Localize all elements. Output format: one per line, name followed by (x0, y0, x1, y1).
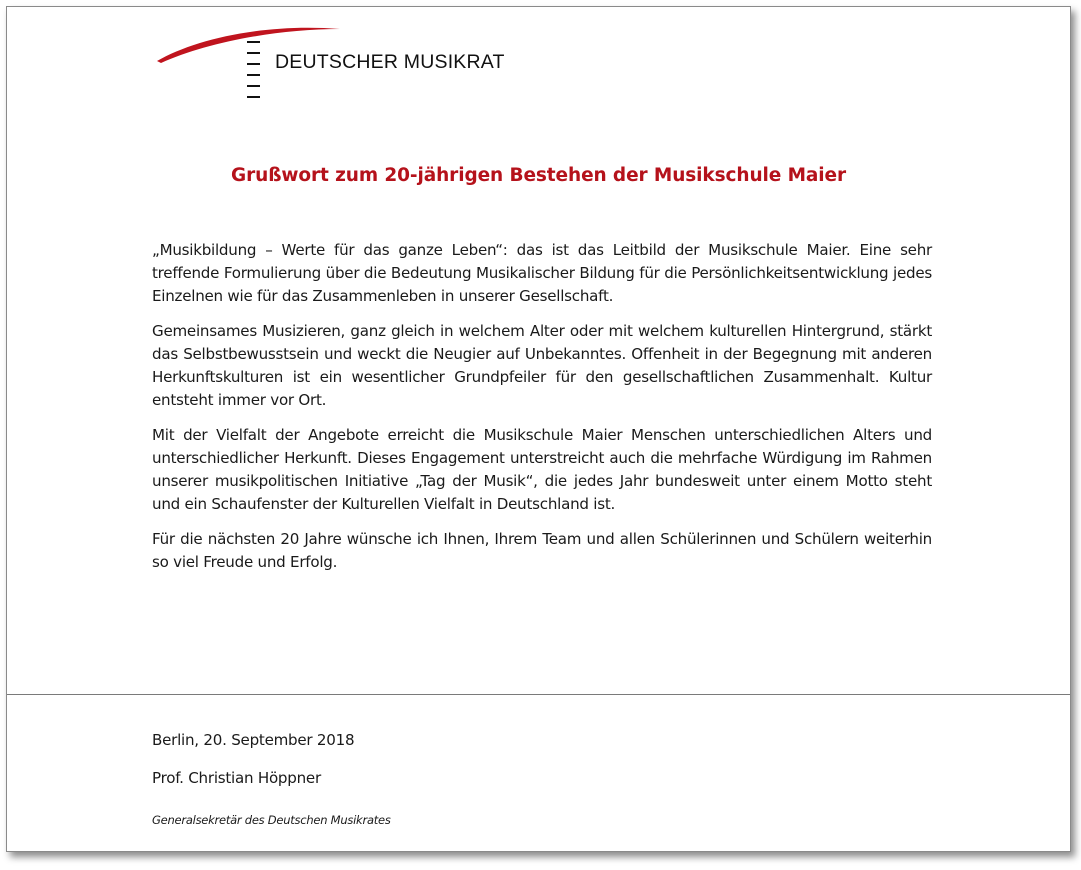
letter-body (152, 239, 932, 586)
signatory-role: Generalsekretär des Deutschen Musikrates (152, 813, 391, 827)
section-divider (7, 694, 1070, 695)
paragraph: Gemeinsames Musizieren, ganz gleich in welchem Alter oder mit welchem kulturellen Hintergrund, stärkt das Selbstbewusstsein und weckt die Neugier auf Unbekanntes. Offenheit in der Begegnung mit anderen Herkunftskulturen ist ein wesentlicher Grundpfeiler für den gesellschaftlichen Zusammenhalt. Kultur entsteht immer vor Ort. (152, 322, 932, 409)
signatory-name: Prof. Christian Höppner (152, 769, 321, 787)
document-title: Grußwort zum 20-jährigen Bestehen der Musikschule Maier (231, 165, 846, 186)
logo-text: DEUTSCHER MUSIKRAT (275, 51, 505, 73)
document-page (6, 6, 1071, 852)
logo (155, 21, 515, 111)
paragraph: Mit der Vielfalt der Angebote erreicht die Musikschule Maier Menschen unterschiedlichen Alters und unterschiedlicher Herkunft. Dieses Engagement unterstreicht auch die mehrfache Würdigung im Rahmen unserer musikpolitischen Initiative „Tag der Musik“, die jedes Jahr bundesweit unter einem Motto steht und ein Schaufenster der Kulturellen Vielfalt in Deutschland ist. (152, 426, 932, 513)
paragraph: „Musikbildung – Werte für das ganze Leben“: das ist das Leitbild der Musikschule Maier. Eine sehr treffende Formulierung über die Bedeutung Musikalischer Bildung für die Persönlichkeitsentwicklung jedes Einzelnen wie für das Zusammenleben in unserer Gesellschaft. (152, 241, 932, 305)
paragraph: Für die nächsten 20 Jahre wünsche ich Ihnen, Ihrem Team und allen Schülerinnen und Schülern weiterhin so viel Freude und Erfolg. (152, 530, 932, 571)
place-date: Berlin, 20. September 2018 (152, 731, 355, 749)
